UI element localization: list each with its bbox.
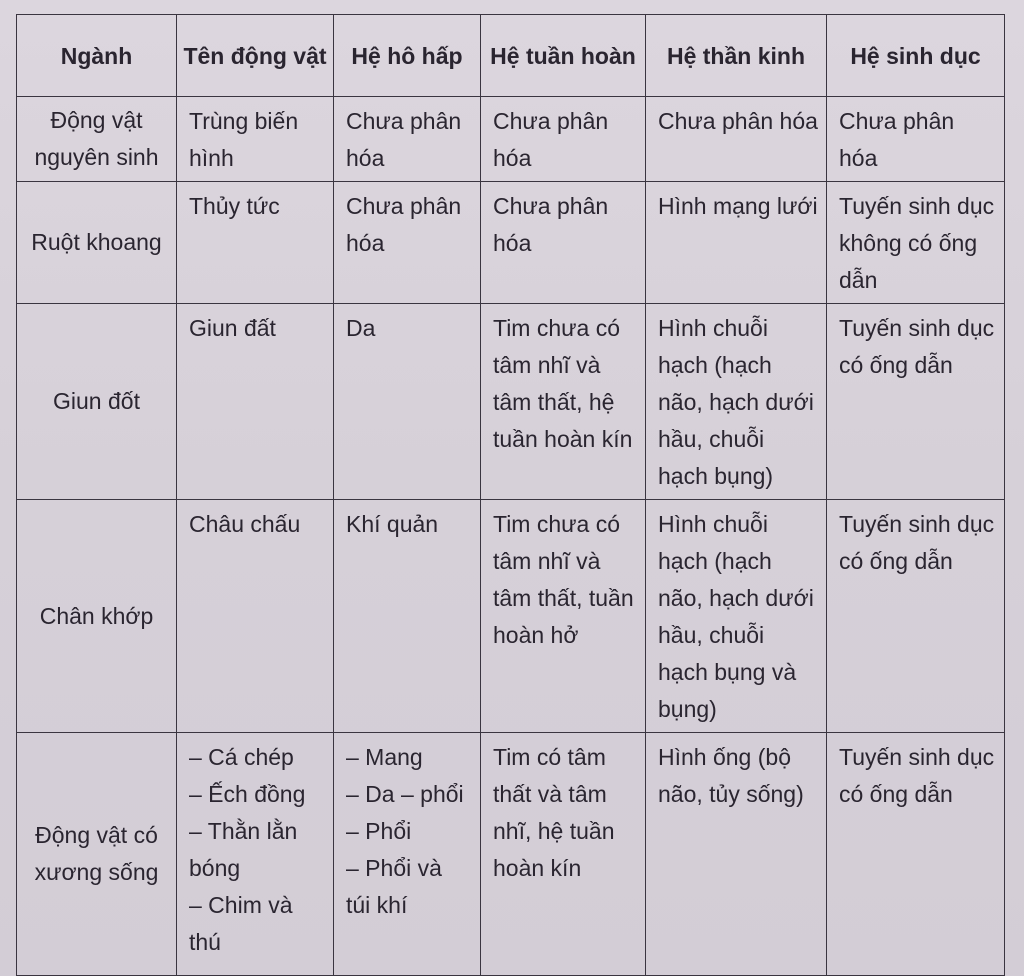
respiratory-value: Chưa phân hóa [346, 193, 462, 256]
table-row [17, 97, 1005, 182]
respiratory-value: Da [346, 315, 376, 341]
animal-name: Trùng biến hình [189, 108, 299, 171]
animal-cell [177, 733, 334, 976]
nervous-cell: Chưa phân hóa [646, 97, 827, 182]
reproductive-cell: Tuyến sinh dục không có ống dẫn [827, 182, 1005, 304]
respiratory-value: – Mang [346, 744, 423, 770]
comparison-table [16, 14, 1005, 976]
group-cell: Ruột khoang [17, 182, 177, 304]
nervous-cell: Hình chuỗi hạch (hạch não, hạch dưới hầu, chuỗi hạch bụng) [646, 304, 827, 500]
circulatory-cell: Tim chưa có tâm nhĩ và tâm thất, hệ tuần hoàn kín [481, 304, 646, 500]
table-row [17, 733, 1005, 976]
circulatory-cell: Tim chưa có tâm nhĩ và tâm thất, tuần hoàn hở [481, 500, 646, 733]
circulatory-cell: Tim có tâm thất và tâm nhĩ, hệ tuần hoàn kín [481, 733, 646, 976]
animal-cell [177, 304, 334, 500]
header-cell: Hệ sinh dục [827, 15, 1005, 97]
respiratory-value: – Da – phổi [346, 781, 464, 807]
animal-name: Châu chấu [189, 511, 301, 537]
respiratory-cell [334, 304, 481, 500]
header-cell: Hệ tuần hoàn [481, 15, 646, 97]
animal-name: Thủy tức [189, 193, 280, 219]
table-row [17, 182, 1005, 304]
group-cell: Giun đốt [17, 304, 177, 500]
respiratory-value: Khí quản [346, 511, 439, 537]
respiratory-value: Chưa phân hóa [346, 108, 462, 171]
header-cell: Tên động vật [177, 15, 334, 97]
animal-cell [177, 97, 334, 182]
animal-name: Giun đất [189, 315, 276, 341]
respiratory-value: – Phổi [346, 818, 412, 844]
animal-cell [177, 500, 334, 733]
animal-cell [177, 182, 334, 304]
header-cell: Hệ hô hấp [334, 15, 481, 97]
header-cell: Hệ thần kinh [646, 15, 827, 97]
nervous-cell: Hình chuỗi hạch (hạch não, hạch dưới hầu, chuỗi hạch bụng và bụng) [646, 500, 827, 733]
group-cell: Động vật có xương sống [17, 733, 177, 976]
respiratory-cell [334, 500, 481, 733]
respiratory-cell [334, 97, 481, 182]
nervous-cell: Hình mạng lưới [646, 182, 827, 304]
table-header-row [17, 15, 1005, 97]
respiratory-value: – Phổi và túi khí [346, 855, 442, 918]
circulatory-cell: Chưa phân hóa [481, 97, 646, 182]
nervous-cell: Hình ống (bộ não, tủy sống) [646, 733, 827, 976]
group-cell: Chân khớp [17, 500, 177, 733]
circulatory-cell: Chưa phân hóa [481, 182, 646, 304]
animal-name: – Ếch đồng [189, 781, 306, 807]
table-row [17, 500, 1005, 733]
animal-name: – Cá chép [189, 744, 294, 770]
reproductive-cell: Tuyến sinh dục có ống dẫn [827, 304, 1005, 500]
reproductive-cell: Tuyến sinh dục có ống dẫn [827, 733, 1005, 976]
header-cell: Ngành [17, 15, 177, 97]
group-cell: Động vật nguyên sinh [17, 97, 177, 182]
animal-name: – Chim và thú [189, 892, 293, 955]
reproductive-cell: Tuyến sinh dục có ống dẫn [827, 500, 1005, 733]
animal-name: – Thằn lằn bóng [189, 818, 298, 881]
respiratory-cell [334, 182, 481, 304]
reproductive-cell: Chưa phân hóa [827, 97, 1005, 182]
respiratory-cell [334, 733, 481, 976]
table-row [17, 304, 1005, 500]
